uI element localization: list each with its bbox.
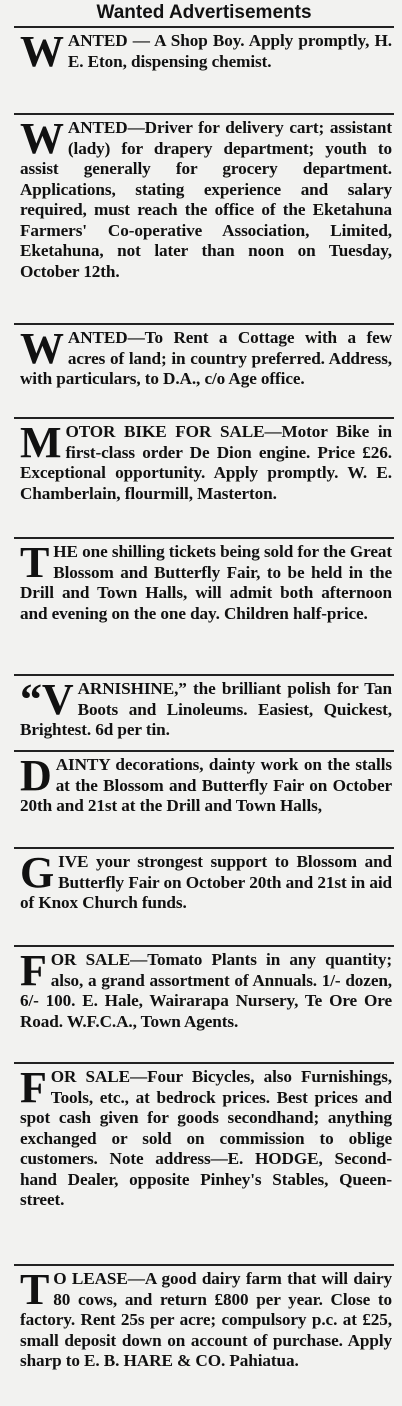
drop-cap: W <box>20 28 64 76</box>
drop-cap: D <box>20 752 52 800</box>
ad-shilling-tickets <box>14 539 394 674</box>
drop-cap: M <box>20 419 62 467</box>
ad-text: DAINTY decorations, dainty work on the stalls at the Blossom and Butterfly Fair on October 20th and 21st at the Drill and Town Halls, <box>20 752 392 815</box>
drop-cap: G <box>20 849 55 897</box>
ad-give-support <box>14 849 394 945</box>
ad-text: WANTED — A Shop Boy. Apply promptly, H. E. Eton, dispensing chemist. <box>20 28 392 76</box>
ad-text: FOR SALE—Tomato Plants in any quantity; also, a grand assortment of Annuals. 1/- dozen, 6/- 100. E. Hale, Wairarapa Nursery, Te Ore Ore Road. W.F.C.A., Town Agents. <box>20 947 392 1031</box>
ad-text: GIVE your strongest support to Blossom and Butterfly Fair on October 20th and 21st in aid of Knox Church funds. <box>20 849 392 912</box>
drop-cap: T <box>20 539 50 587</box>
ad-tomato-plants <box>14 947 394 1062</box>
ad-text: WANTED—Driver for delivery cart; assistant (lady) for drapery department; youth to assist generally for grocery department. Applications, stating experience and salary required, must reach the office of the Eketahuna Farmers' Co-operative Association, Limited, Eketahuna, not later than noon on Tuesday, October 12th. <box>20 115 392 281</box>
ad-text: WANTED—To Rent a Cottage with a few acres of land; in country preferred. Address, with particulars, to D.A., c/o Age office. <box>20 325 392 388</box>
section-title: Wanted Advertisements <box>96 2 312 23</box>
ad-text: T O LEASE—A good dairy farm that will dairy 80 cows, and return £800 per year. Close to factory. Rent 25s per acre; compulsory p.c. at £25, small deposit down on account of purchase. Apply sharp to E. B. HARE & CO. Pahiatua. <box>20 1266 392 1370</box>
ad-rent-cottage <box>14 325 394 417</box>
ad-text: “VARNISHINE,” the brilliant polish for Tan Boots and Linoleums. Easiest, Quickest, Brightest. 6d per tin. <box>20 676 392 739</box>
drop-cap: T <box>20 1266 50 1314</box>
drop-cap: “V <box>20 676 74 724</box>
ad-driver <box>14 115 394 323</box>
ad-dainty-decorations <box>14 752 394 847</box>
drop-cap: F <box>20 947 47 995</box>
ad-text: MOTOR BIKE FOR SALE—Motor Bike in first-class order De Dion engine. Price £26. Exceptional opportunity. Apply promptly. W. E. Chamberlain, flourmill, Masterton. <box>20 419 392 503</box>
ad-four-bicycles <box>14 1064 394 1264</box>
drop-cap: W <box>20 325 64 373</box>
drop-cap: F <box>20 1064 47 1112</box>
ad-shop-boy <box>14 28 394 113</box>
ad-dairy-farm <box>14 1266 394 1406</box>
ad-text: FOR SALE—Four Bicycles, also Furnishings, Tools, etc., at bedrock prices. Best prices and spot cash given for goods secondhand; anything exchanged or sold on commission to oblige customers. Note address—E. HODGE, Second-hand Dealer, opposite Pinhey's Stables, Queen-street. <box>20 1064 392 1209</box>
ad-varnishine <box>14 676 394 750</box>
ad-motor-bike <box>14 419 394 537</box>
drop-cap: W <box>20 115 64 163</box>
ad-text: THE one shilling tickets being sold for the Great Blossom and Butterfly Fair, to be held in the Drill and Town Halls, will admit both afternoon and evening on the one day. Children half-price. <box>20 539 392 623</box>
